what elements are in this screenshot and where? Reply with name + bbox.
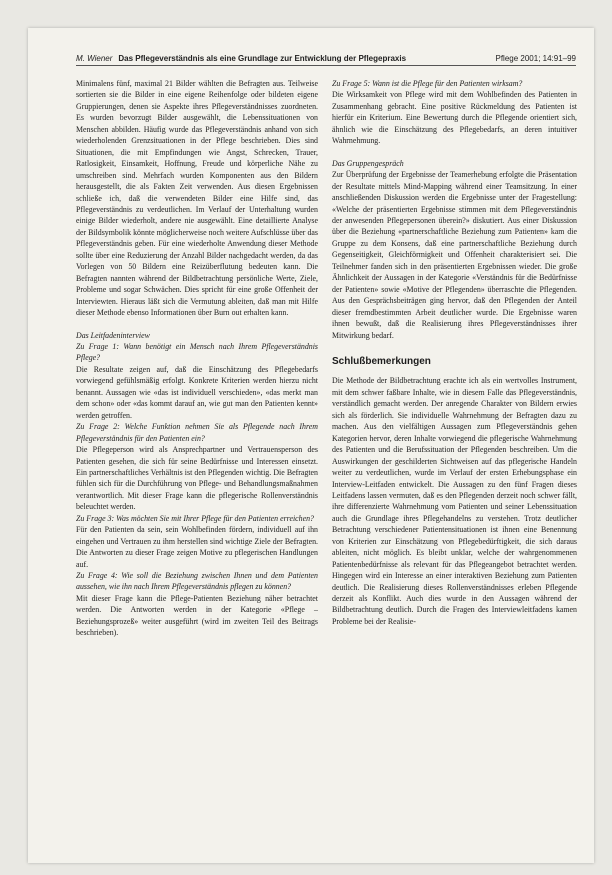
paragraph: Die Wirksamkeit von Pflege wird mit dem Wohlbefinden des Patienten in Zusammenhang gebracht. Eine positive Rückmeldung des Patienten ist hierfür ein Kriterium. Eine Bewertung durch die Pflegende orientiert sich, ähnlich wie die Einschätzung des Pflegebedarfs, an deren intuitiver Wahrnehmung. bbox=[332, 90, 577, 146]
question-heading: Zu Frage 2: Welche Funktion nehmen Sie als Pflegende nach Ihrem Pflegeverständnis für den Patienten ein? bbox=[76, 422, 318, 443]
subheading: Das Leitfadeninterview bbox=[76, 330, 150, 340]
header-left bbox=[76, 54, 406, 63]
paragraph: Die Pflegeperson wird als Ansprechpartner und Vertrauensperson des Patienten gesehen, die sich für seine Bedürfnisse und Interessen einsetzt. Ein partnerschaftliches Verhältnis ist den Pflegenden wichtig. Die Befragten fühlen sich für die Durchführung von Pflege- und Behandlungsmaßnahmen verantwortlich. Mit dieser Frage kann die pflegerische Rollenverständnis beleuchtet werden. bbox=[76, 445, 318, 512]
header-author: M. Wiener bbox=[76, 54, 113, 63]
paragraph: Die Methode der Bildbetrachtung erachte ich als ein wertvolles Instrument, mit dem schwer faßbare Inhalte, wie in diesem Falle das Pflegeverständnis, verständlich gemacht werden. Der anregende Charakter von Bildern erwies sich als förderlich. Sie individuelle Wahrnehmung der Befragten dazu zu machen. Aus den vielfältigen Aussagen zum Pflegeverständnis gehen Kategorien hervor, deren Inhalte vorwiegend die pflegerische Wahrnehmung des Patienten und die Berufssituation der Pflegenden beschreiben. Um die Auswirkungen der geschilderten Sichtweisen auf das pflegerische Handeln weiter zu verdeutlichen, wurde im Verlauf der ersten Erhebungsphase ein Interview-Leitfaden entwickelt. Die Aussagen zu den fünf Fragen dieses Leitfadens lassen vermuten, daß es den Pflegenden derzeit noch schwer fällt, ihre differenzierte Wahrnehmung vom Patienten und seiner Lebenssituation auch die Grundlage ihres Pflegehandelns zu verstehen. Trotz deutlicher Betrachtung verschiedener Patientensituationen ist ihnen eine Benennung von Kriterien zur Einschätzung von Pflegebedürftigkeit, die sich daraus ableiten, nicht möglich. Es bleibt unklar, welche der wahrgenommenen Patientenbedürfnisse als relevant für das Pflegeangebot betrachtet werden. Hingegen wird ein Interesse an einer interaktiven Beziehung zum Patienten deutlich. Die Realisierung dieses Rollenverständnisses erleben Pflegende derzeit als Konflikt. Auch dies wurde in den Aussagen während der Bildbetrachtung deutlich. Durch die Fragen des Interviewleitfadens kamen Probleme bei der Realisie- bbox=[332, 376, 577, 626]
question-heading: Zu Frage 3: Was möchten Sie mit Ihrer Pflege für den Patienten erreichen? bbox=[76, 513, 314, 523]
left-column bbox=[76, 78, 318, 639]
subheading: Das Gruppengespräch bbox=[332, 158, 404, 168]
question-heading: Zu Frage 1: Wann benötigt ein Mensch nach Ihrem Pflegeverständnis Pflege? bbox=[76, 341, 318, 363]
paragraph: Minimalens fünf, maximal 21 Bilder wählten die Befragten aus. Teilweise sortierten sie die Bilder in eine eigene Reihenfolge oder bildeten eigene Gruppierungen, denen sie Aspekte ihres Pflegeverständnisses zuordneten. Es wurden bevorzugt Bilder ausgewählt, die Lebenssituationen von Menschen abbilden. Häufig wurde das Pflegeverständnis anhand von sich wiederholenden Grenzsituationen in der Pflege beschrieben. Dies sind Situationen, die mit Empfindungen wie Angst, Schrecken, Trauer, Ratlosigkeit, Einsamkeit, Hoffnung, Freude und körperliche Nähe zu umschreiben sind. Mehrfach wurden Komponenten aus den Bildern herausgestellt, die als Fakten Zeit verwenden. Aus diesen Ergebnissen schließe ich, daß die verwendeten Bilder eine Hilfe sind, das Pflegeverständnis zu verdeutlichen. Im Verlauf der Unterhaltung wurden einige Bilder wiederholt, andere nie ausgewählt. Eine detaillierte Analyse der Bildsymbolik könnte möglicherweise noch weitere Aufschlüsse über das Pflegeverständnis geben. Für eine wiederholte Anwendung dieser Methode sollte über eine Reduzierung der Anzahl Bilder nachgedacht werden, da das Vorlegen von 50 Bildern eine Reizüberflutung bedeuten kann. Die Befragten nannten während der Bildbetrachtung persönliche Werte, Ziele, Probleme und sogar Schwächen. Dies spricht für eine große Offenheit der Interviewten. Hieraus läßt sich die Vermutung ableiten, daß man mit Hilfe dieser Methode ebenso Informationen über Burn out erhalten kann. bbox=[76, 79, 318, 318]
question-heading: Zu Frage 4: Wie soll die Beziehung zwischen Ihnen und dem Patienten aussehen, wie ihn nach Ihrem Pflegeverständnis pflegen zu können? bbox=[76, 571, 318, 592]
header-title: Das Pflegeverständnis als eine Grundlage zur Entwicklung der Pflegepraxis bbox=[118, 54, 407, 63]
paragraph: Zur Überprüfung der Ergebnisse der Teamerhebung erfolgte die Präsentation der Resultate mittels Mind-Mapping während einer Teamsitzung. In einer anschließenden Diskussion werden die Ergebnisse unter der Fragestellung: «Welche der präsentierten Ergebnisse stimmen mit dem Pflegeverständnis der anwesenden Pflegepersonen überein?» diskutiert. Aus einer Diskussion über die Beziehung «partnerschaftliche Beziehung zum Patienten» kam die Gruppe zu dem Konsens, daß eine partnerschaftliche Beziehung durch Gegenseitigkeit, Gleichförmigkeit und Offenheit charakterisiert sei. Die Teilnehmer fanden sich in den präsentierten Ergebnissen wieder. Die große Ähnlichkeit der Aussagen in der Kategorie «Verständnis für die Bedürfnisse der Patienten» sowie «Motive der Pflegenden» überraschte die Pflegenden. Aus den Gesprächsbeiträgen ging hervor, daß den Pflegenden der Anteil dieser fremdbestimmten Arbeit deutlicher wurde. Die Ergebnisse waren ihnen bewußt, daß die Realisierung ihres Pflegeverständnisses ihrer Mitwirkung bedarf. bbox=[332, 170, 577, 340]
right-column bbox=[332, 78, 577, 627]
paragraph: Für den Patienten da sein, sein Wohlbefinden fördern, individuell auf ihn eingehen und Vertrauen zu ihm herstellen sind wichtige Ziele der Befragten. Die Antworten zu dieser Frage zeigen Motive zu pflegerischen Handlungen auf. bbox=[76, 525, 318, 569]
question-heading: Zu Frage 5: Wann ist die Pflege für den Patienten wirksam? bbox=[332, 79, 523, 88]
journal-page bbox=[28, 28, 594, 863]
running-header bbox=[76, 49, 576, 66]
section-heading: Schlußbemerkungen bbox=[332, 355, 431, 367]
paragraph: Mit dieser Frage kann die Pflege-Patienten Beziehung näher betrachtet werden. Die Antworten werden in der Kategorie «Pflege – Beziehungsprozeß» weiter ausgeführt (wird im zweiten Teil des Beitrags beschrieben). bbox=[76, 593, 318, 638]
paragraph: Die Resultate zeigen auf, daß die Einschätzung des Pflegebedarfs vorwiegend gefühlsmäßig erfolgt. Konkrete Kriterien werden hierzu nicht benannt. Aussagen wie «das ist individuell verschieden», «das merkt man dem schon» oder «das kommt darauf an, wie gut man den Patienten kennt» werden getroffen. bbox=[76, 364, 318, 420]
header-journal: Pflege 2001; 14:91–99 bbox=[495, 54, 576, 63]
